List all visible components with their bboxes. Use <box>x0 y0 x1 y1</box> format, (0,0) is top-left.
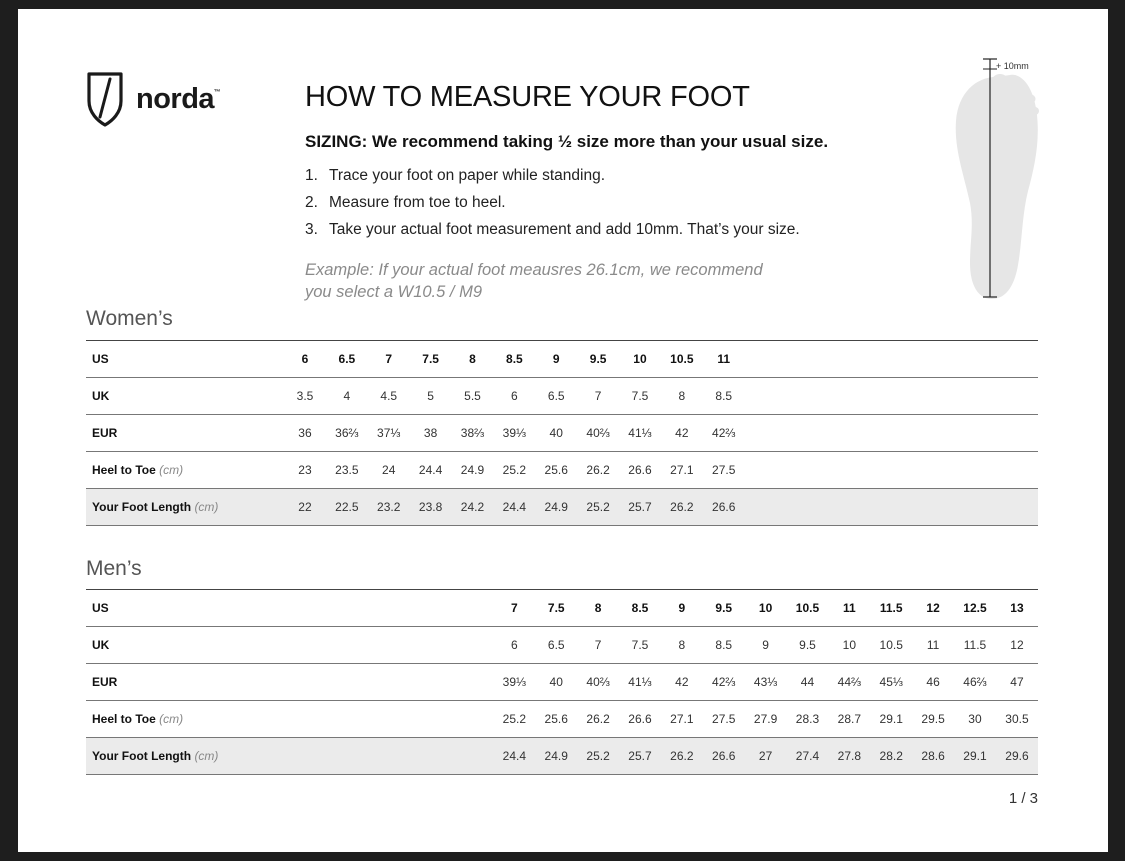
table-cell: 46⅔ <box>954 664 996 701</box>
table-cell: 45⅓ <box>870 664 912 701</box>
table-row <box>86 738 1038 775</box>
table-cell: 11.5 <box>870 590 912 627</box>
row-label: UK <box>86 627 284 664</box>
table-cell <box>452 664 494 701</box>
table-cell <box>828 452 870 489</box>
table-cell: 26.2 <box>661 738 703 775</box>
table-cell: 8 <box>577 590 619 627</box>
table-cell: 24 <box>368 452 410 489</box>
table-cell: 7 <box>577 378 619 415</box>
table-cell: 43⅓ <box>745 664 787 701</box>
table-cell: 26.2 <box>577 452 619 489</box>
table-cell <box>870 341 912 378</box>
table-cell <box>368 627 410 664</box>
row-label: EUR <box>86 664 284 701</box>
table-cell: 12.5 <box>954 590 996 627</box>
table-cell: 24.4 <box>493 489 535 526</box>
table-cell: 7 <box>368 341 410 378</box>
table-cell: 10 <box>745 590 787 627</box>
table-cell: 42⅔ <box>703 664 745 701</box>
table-cell <box>954 378 996 415</box>
table-cell: 8.5 <box>703 378 745 415</box>
row-label: EUR <box>86 415 284 452</box>
table-cell: 25.2 <box>577 738 619 775</box>
table-row <box>86 378 1038 415</box>
mens-title: Men’s <box>86 557 142 580</box>
table-cell: 4.5 <box>368 378 410 415</box>
table-cell: 7.5 <box>535 590 577 627</box>
table-cell: 29.1 <box>870 701 912 738</box>
table-cell: 40⅔ <box>577 415 619 452</box>
table-row <box>86 701 1038 738</box>
table-cell <box>452 627 494 664</box>
table-cell: 26.6 <box>619 452 661 489</box>
measure-offset-label: + 10mm <box>996 61 1029 71</box>
table-cell: 44⅔ <box>828 664 870 701</box>
table-cell: 44 <box>787 664 829 701</box>
table-cell <box>326 627 368 664</box>
table-cell: 9 <box>535 341 577 378</box>
step-item: 1. Trace your foot on paper while standing. <box>305 167 606 184</box>
table-cell <box>787 489 829 526</box>
table-cell: 41⅓ <box>619 664 661 701</box>
step-item: 2. Measure from toe to heel. <box>305 194 506 211</box>
table-cell: 25.2 <box>493 701 535 738</box>
table-cell <box>828 378 870 415</box>
table-cell: 11 <box>828 590 870 627</box>
table-cell: 46 <box>912 664 954 701</box>
table-cell: 39⅓ <box>493 415 535 452</box>
table-cell <box>787 452 829 489</box>
table-cell: 10 <box>619 341 661 378</box>
table-row <box>86 341 1038 378</box>
table-cell: 23.8 <box>410 489 452 526</box>
table-cell <box>745 415 787 452</box>
table-cell <box>828 341 870 378</box>
table-row <box>86 452 1038 489</box>
table-cell: 7 <box>577 627 619 664</box>
table-cell: 25.7 <box>619 489 661 526</box>
row-label: UK <box>86 378 284 415</box>
table-cell <box>912 452 954 489</box>
table-cell: 6 <box>493 627 535 664</box>
table-cell: 27 <box>745 738 787 775</box>
table-cell <box>996 341 1038 378</box>
table-cell <box>912 489 954 526</box>
table-cell <box>996 415 1038 452</box>
table-cell: 8.5 <box>493 341 535 378</box>
table-row <box>86 664 1038 701</box>
table-cell: 36⅔ <box>326 415 368 452</box>
table-cell <box>787 378 829 415</box>
table-cell <box>368 701 410 738</box>
unit-label: (cm) <box>159 463 184 477</box>
table-cell: 9 <box>661 590 703 627</box>
table-cell: 4 <box>326 378 368 415</box>
table-cell: 25.2 <box>493 452 535 489</box>
table-cell: 30.5 <box>996 701 1038 738</box>
table-cell: 9.5 <box>577 341 619 378</box>
table-cell: 24.2 <box>452 489 494 526</box>
table-cell <box>326 701 368 738</box>
table-cell <box>996 452 1038 489</box>
table-cell: 11.5 <box>954 627 996 664</box>
table-cell: 27.4 <box>787 738 829 775</box>
table-cell: 27.1 <box>661 452 703 489</box>
row-label: Your Foot Length (cm) <box>86 738 284 775</box>
table-cell <box>870 489 912 526</box>
womens-size-table <box>86 340 1038 526</box>
table-cell: 29.5 <box>912 701 954 738</box>
sizing-note: SIZING: We recommend taking ½ size more than your usual size. <box>305 132 829 151</box>
table-cell <box>284 627 326 664</box>
table-cell: 40 <box>535 664 577 701</box>
table-cell: 7.5 <box>619 378 661 415</box>
table-cell <box>954 452 996 489</box>
table-cell: 8 <box>452 341 494 378</box>
table-cell: 29.1 <box>954 738 996 775</box>
table-cell: 11 <box>912 627 954 664</box>
row-label: Heel to Toe (cm) <box>86 701 284 738</box>
table-cell: 23 <box>284 452 326 489</box>
table-cell: 27.9 <box>745 701 787 738</box>
table-cell: 5.5 <box>452 378 494 415</box>
table-cell: 25.6 <box>535 701 577 738</box>
table-cell: 36 <box>284 415 326 452</box>
table-cell: 8 <box>661 627 703 664</box>
page-title: HOW TO MEASURE YOUR FOOT <box>305 81 750 113</box>
table-cell <box>368 738 410 775</box>
table-cell: 37⅓ <box>368 415 410 452</box>
table-cell: 22.5 <box>326 489 368 526</box>
table-cell <box>326 590 368 627</box>
table-cell <box>787 415 829 452</box>
row-label: US <box>86 590 284 627</box>
table-cell: 3.5 <box>284 378 326 415</box>
table-cell: 6.5 <box>326 341 368 378</box>
brand-name: norda ™ <box>136 82 221 115</box>
row-label: Heel to Toe (cm) <box>86 452 284 489</box>
table-cell <box>912 341 954 378</box>
table-cell <box>410 701 452 738</box>
table-cell <box>954 341 996 378</box>
table-cell <box>326 738 368 775</box>
document-page <box>18 9 1108 852</box>
table-cell: 27.8 <box>828 738 870 775</box>
table-cell: 42⅔ <box>703 415 745 452</box>
table-cell: 40⅔ <box>577 664 619 701</box>
table-cell: 27.5 <box>703 701 745 738</box>
table-cell <box>410 738 452 775</box>
table-cell: 26.6 <box>703 738 745 775</box>
table-cell <box>828 415 870 452</box>
table-cell: 29.6 <box>996 738 1038 775</box>
unit-label: (cm) <box>194 500 219 514</box>
table-cell <box>787 341 829 378</box>
table-cell <box>745 341 787 378</box>
table-cell: 13 <box>996 590 1038 627</box>
table-cell: 38⅔ <box>452 415 494 452</box>
table-cell <box>410 627 452 664</box>
table-cell: 41⅓ <box>619 415 661 452</box>
steps-list <box>305 166 800 247</box>
table-cell <box>284 738 326 775</box>
table-cell: 7.5 <box>410 341 452 378</box>
row-label: Your Foot Length (cm) <box>86 489 284 526</box>
table-cell: 42 <box>661 415 703 452</box>
table-cell: 8.5 <box>619 590 661 627</box>
table-cell <box>745 378 787 415</box>
table-cell: 7.5 <box>619 627 661 664</box>
table-cell: 6.5 <box>535 627 577 664</box>
table-cell: 6 <box>493 378 535 415</box>
table-cell: 25.2 <box>577 489 619 526</box>
table-cell <box>452 590 494 627</box>
table-cell <box>870 378 912 415</box>
table-cell: 28.6 <box>912 738 954 775</box>
shield-logo-icon <box>86 71 124 127</box>
table-cell: 12 <box>912 590 954 627</box>
table-cell: 7 <box>493 590 535 627</box>
table-cell: 5 <box>410 378 452 415</box>
table-cell <box>452 738 494 775</box>
table-cell <box>368 590 410 627</box>
table-cell: 6 <box>284 341 326 378</box>
table-cell <box>745 489 787 526</box>
table-cell: 10.5 <box>661 341 703 378</box>
trademark-mark: ™ <box>213 88 221 96</box>
table-cell: 24.4 <box>493 738 535 775</box>
table-cell <box>954 489 996 526</box>
table-cell: 27.5 <box>703 452 745 489</box>
table-cell: 9.5 <box>787 627 829 664</box>
table-cell <box>745 452 787 489</box>
table-cell: 9 <box>745 627 787 664</box>
table-row <box>86 627 1038 664</box>
table-cell <box>410 664 452 701</box>
table-cell: 47 <box>996 664 1038 701</box>
table-cell: 26.2 <box>661 489 703 526</box>
page-number: 1 / 3 <box>1008 790 1038 807</box>
table-cell: 23.2 <box>368 489 410 526</box>
table-cell: 24.9 <box>452 452 494 489</box>
table-cell: 23.5 <box>326 452 368 489</box>
table-cell: 30 <box>954 701 996 738</box>
table-cell <box>912 415 954 452</box>
table-cell: 26.2 <box>577 701 619 738</box>
table-cell: 10 <box>828 627 870 664</box>
table-cell <box>284 701 326 738</box>
table-cell: 25.6 <box>535 452 577 489</box>
table-cell <box>912 378 954 415</box>
table-cell: 10.5 <box>787 590 829 627</box>
table-cell <box>828 489 870 526</box>
table-cell: 26.6 <box>619 701 661 738</box>
table-cell <box>452 701 494 738</box>
table-cell: 10.5 <box>870 627 912 664</box>
table-cell: 11 <box>703 341 745 378</box>
table-cell: 8.5 <box>703 627 745 664</box>
table-row <box>86 590 1038 627</box>
table-cell: 22 <box>284 489 326 526</box>
table-cell: 39⅓ <box>493 664 535 701</box>
unit-label: (cm) <box>159 712 184 726</box>
table-cell: 24.9 <box>535 738 577 775</box>
table-cell: 6.5 <box>535 378 577 415</box>
table-cell <box>284 590 326 627</box>
unit-label: (cm) <box>194 749 219 763</box>
table-cell <box>368 664 410 701</box>
foot-outline-icon <box>948 57 1044 303</box>
example-note: Example: If your actual foot meausres 26.1cm, we recommend you select a W10.5 / M9 <box>305 261 763 301</box>
table-cell: 38 <box>410 415 452 452</box>
row-label: US <box>86 341 284 378</box>
table-cell: 28.3 <box>787 701 829 738</box>
table-cell <box>326 664 368 701</box>
table-cell <box>410 590 452 627</box>
table-cell <box>284 664 326 701</box>
table-cell: 24.9 <box>535 489 577 526</box>
norda-logo <box>86 71 221 127</box>
table-cell <box>870 452 912 489</box>
table-cell: 28.7 <box>828 701 870 738</box>
table-cell: 8 <box>661 378 703 415</box>
table-cell: 12 <box>996 627 1038 664</box>
table-cell <box>954 415 996 452</box>
table-cell: 42 <box>661 664 703 701</box>
womens-title: Women’s <box>86 307 173 330</box>
table-cell: 26.6 <box>703 489 745 526</box>
table-cell: 24.4 <box>410 452 452 489</box>
table-cell <box>870 415 912 452</box>
table-cell: 40 <box>535 415 577 452</box>
table-row <box>86 415 1038 452</box>
mens-size-table <box>86 589 1038 775</box>
table-cell: 28.2 <box>870 738 912 775</box>
table-cell: 25.7 <box>619 738 661 775</box>
table-cell <box>996 378 1038 415</box>
table-cell <box>996 489 1038 526</box>
table-row <box>86 489 1038 526</box>
table-cell: 27.1 <box>661 701 703 738</box>
step-item: 3. Take your actual foot measurement and add 10mm. That’s your size. <box>305 221 800 238</box>
table-cell: 9.5 <box>703 590 745 627</box>
